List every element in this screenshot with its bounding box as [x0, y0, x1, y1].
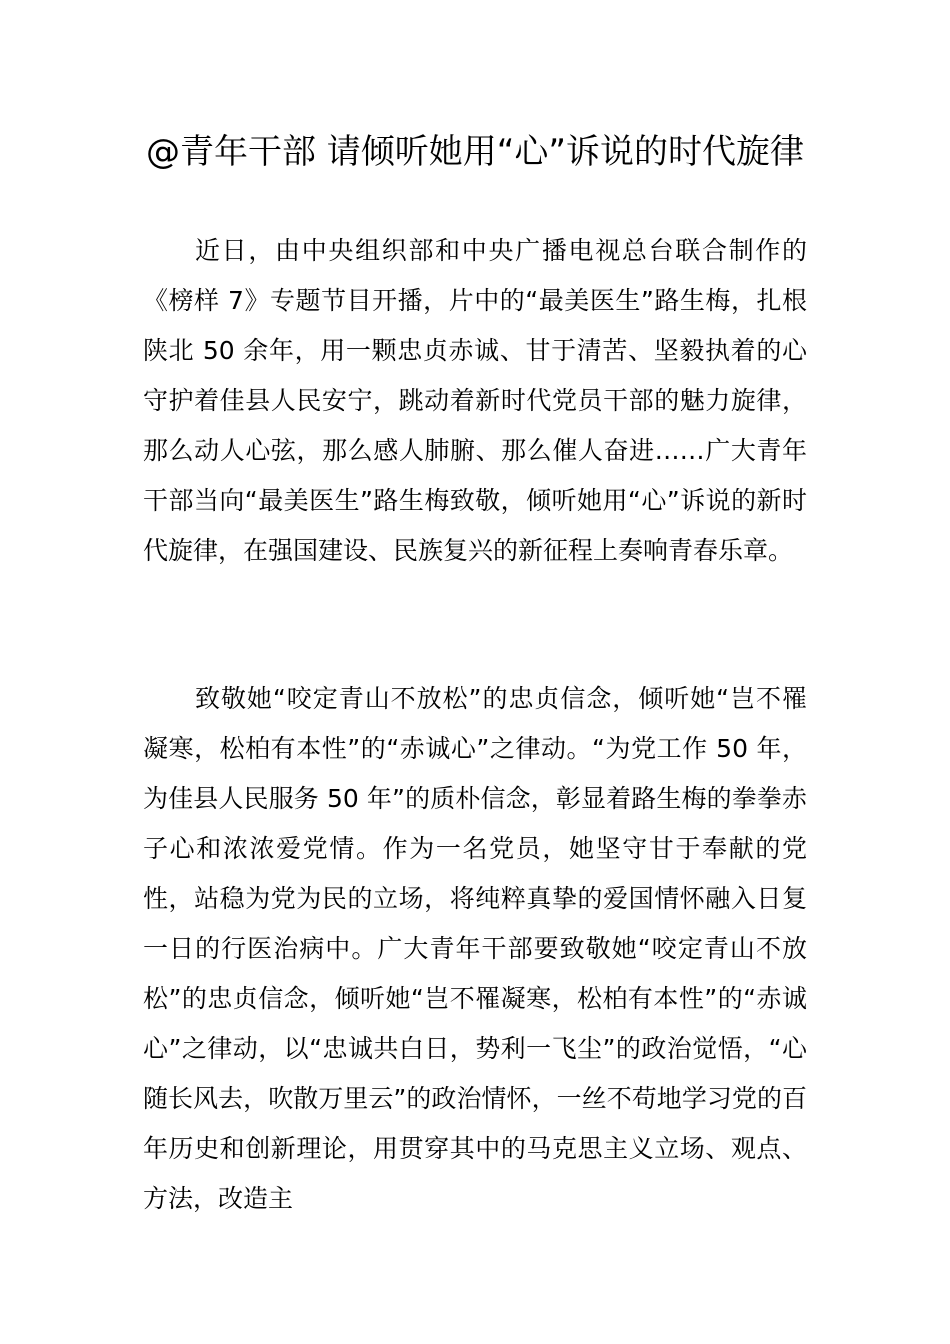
paragraph-intro: 近日，由中央组织部和中央广播电视总台联合制作的《榜样 7》专题节目开播，片中的“最美医生”路生梅，扎根陕北 50 余年，用一颗忠贞赤诚、甘于清苦、坚毅执着的心守护着佳县人民安宁，跳动着新时代党员干部的魅力旋律，那么动人心弦，那么感人肺腑、那么催人奋进……广大青年干部当向“最美医生”路生梅致敬，倾听她用“心”诉说的新时代旋律，在强国建设、民族复兴的新征程上奏响青春乐章。 — [143, 236, 807, 565]
document-title: @青年干部 请倾听她用“心”诉说的时代旋律 — [145, 132, 805, 172]
paragraph-loyal-belief: 致敬她“咬定青山不放松”的忠贞信念，倾听她“岂不罹凝寒，松柏有本性”的“赤诚心”之律动。“为党工作 50 年，为佳县人民服务 50 年”的质朴信念，彰显着路生梅的拳拳赤子心和浓浓爱党情。作为一名党员，她坚守甘于奉献的党性，站稳为党为民的立场，将纯粹真挚的爱国情怀融入日复一日的行医治病中。广大青年干部要致敬她“咬定青山不放松”的忠贞信念，倾听她“岂不罹凝寒，松柏有本性”的“赤诚心”之律动，以“忠诚共白日，势利一飞尘”的政治觉悟，“心随长风去，吹散万里云”的政治情怀，一丝不苟地学习党的百年历史和创新理论，用贯穿其中的马克思主义立场、观点、方法，改造主 — [143, 684, 807, 1213]
